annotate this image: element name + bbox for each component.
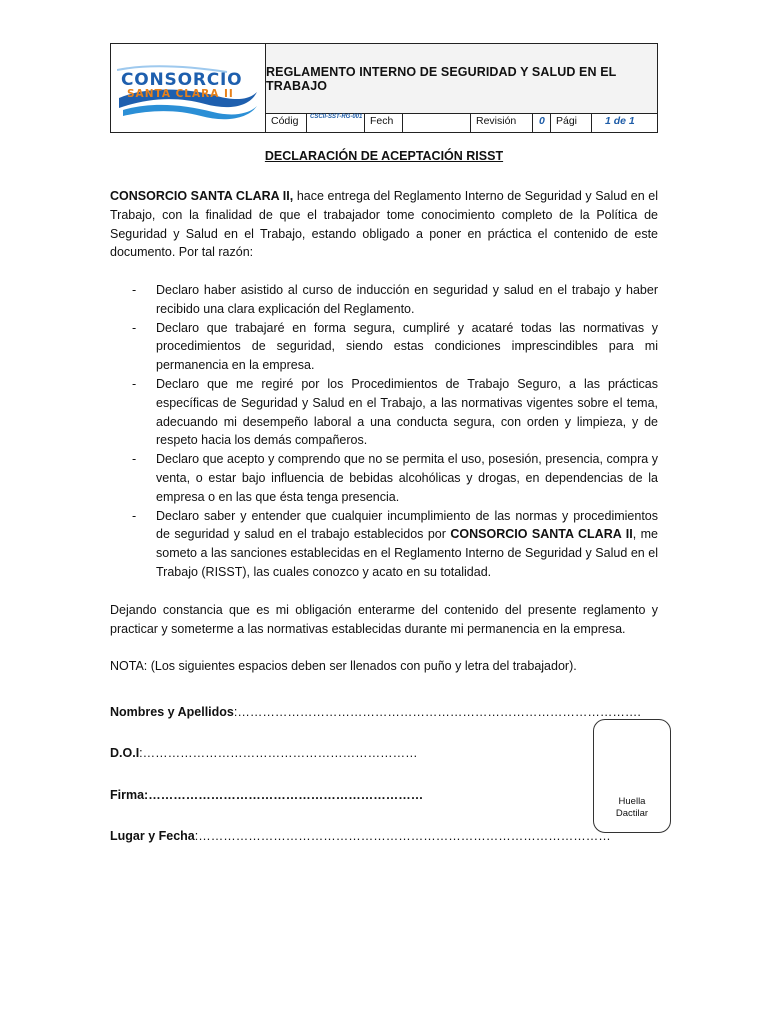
place-date-field-label: Lugar y Fecha <box>110 829 195 843</box>
name-field[interactable] <box>110 705 641 719</box>
date-value <box>403 113 471 132</box>
declaration-5-company: CONSORCIO SANTA CLARA II <box>450 527 633 542</box>
declaration-item: - Declaro que me regiré por los Procedimientos de Trabajo Seguro, a las prácticas específicas de Seguridad y Salud en el Trabajo, a las normativas vigentes sobre el tema, adecuando mi desempeño laboral a una conducta segura, con orden y limpieza, y de respeto hacia los demás compañeros. <box>110 375 658 450</box>
fingerprint-label <box>594 796 670 820</box>
closing-paragraph: Dejando constancia que es mi obligación enterarme del contenido del presente reglamento y practicar y someterme a las normativas establecidas durante mi permanencia en la empresa. <box>110 603 658 636</box>
intro-text: hace entrega del Reglamento Interno de Seguridad y Salud en el Trabajo, con la finalidad de que el trabajador tome conocimiento completo de la Política de Seguridad y Salud en el Trabajo, estando obligado a poner en práctica el contenido de este documento. Por tal razón: <box>110 189 658 260</box>
declaration-item: - Declaro haber asistido al curso de inducción en seguridad y salud en el trabajo y haber recibido una clara explicación del Reglamento. <box>110 281 658 319</box>
declaration-5-text-b: , me someto a las sanciones establecidas en el Reglamento Interno de Seguridad y Salud en el Trabajo (RISST), las cuales conozco y acato en su totalidad. <box>156 527 658 579</box>
logo-word-santa-clara: SANTA CLARA II <box>127 88 234 100</box>
intro-paragraph <box>110 187 658 262</box>
doi-field-dots: :………………………………………………………… <box>139 746 418 760</box>
doi-field-label: D.O.I <box>110 746 140 760</box>
header-meta-row <box>266 113 657 132</box>
document-header <box>110 43 658 133</box>
page-label: Pági <box>551 113 592 132</box>
fingerprint-label-line2: Dactilar <box>615 808 649 819</box>
company-logo <box>117 58 259 122</box>
declaration-item <box>110 507 658 582</box>
declaration-item: - Declaro que trabajaré en forma segura, cumpliré y acataré todas las normativas y procedimientos de seguridad, siendo estas condiciones imprescindibles para mi permanencia en la empresa. <box>110 319 658 375</box>
logo-cell <box>111 44 266 132</box>
declarations-list <box>110 281 658 582</box>
name-field-label: Nombres y Apellidos <box>110 705 234 719</box>
name-field-dots: :……………………………………………………………………………………. <box>233 705 641 719</box>
signature-field-label: Firma: <box>110 788 149 802</box>
declaration-title: DECLARACIÓN DE ACEPTACIÓN RISST <box>264 149 504 163</box>
place-date-field[interactable] <box>110 829 611 843</box>
fingerprint-label-line1: Huella <box>618 796 646 807</box>
revision-label: Revisión <box>471 113 533 132</box>
signature-field[interactable] <box>110 788 423 802</box>
revision-value: 0 <box>533 113 551 132</box>
declaration-item: - Declaro que acepto y comprendo que no se permita el uso, posesión, presencia, compra y venta, o estar bajo influencia de bebidas alcohólicas y drogas, en dependencias de la empresa o en las que ésta tenga presencia. <box>110 450 658 506</box>
note-paragraph: NOTA: (Los siguientes espacios deben ser llenados con puño y letra del trabajador). <box>110 659 577 673</box>
document-header-title: REGLAMENTO INTERNO DE SEGURIDAD Y SALUD EN EL TRABAJO <box>266 44 657 114</box>
page-value: 1 de 1 <box>605 115 635 127</box>
intro-company-name: CONSORCIO SANTA CLARA II, <box>110 189 294 203</box>
logo-word-consorcio: CONSORCIO <box>121 70 243 90</box>
signature-field-dots: ………………………………………………………… <box>148 788 424 802</box>
fingerprint-box[interactable] <box>593 719 671 833</box>
doi-field[interactable] <box>110 746 418 760</box>
date-label: Fech <box>365 113 403 132</box>
code-value: CSCII-SST-RG-001 <box>307 113 365 132</box>
place-date-field-dots: :……………………………………………………………………………………… <box>194 829 611 843</box>
declaration-5-text-a: Declaro saber y entender que cualquier incumplimiento de las normas y procedimientos de seguridad y salud en el trabajo establecidos por <box>156 508 658 542</box>
code-label: Códig <box>266 113 307 132</box>
